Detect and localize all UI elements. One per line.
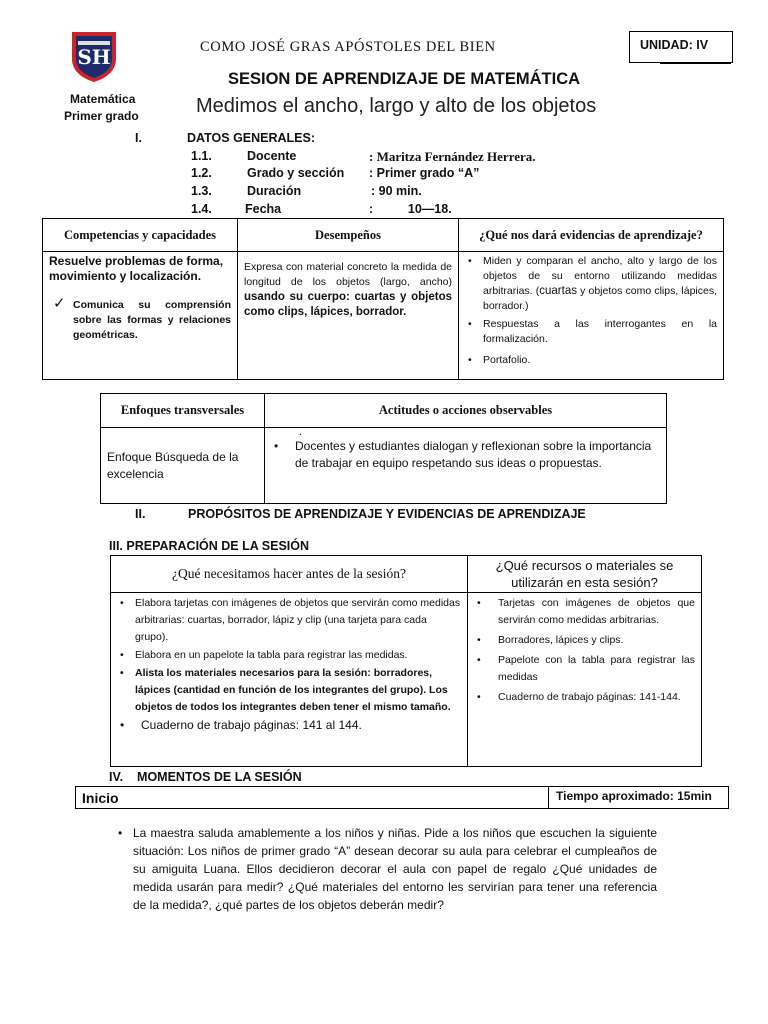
row-num: 1.3. bbox=[191, 184, 212, 198]
logo-letters: SH bbox=[77, 45, 111, 69]
section2-title: PROPÓSITOS DE APRENDIZAJE Y EVIDENCIAS DE APRENDIZAJE bbox=[188, 507, 586, 521]
list-item: • Tarjetas con imágenes de objetos que servirán como medidas arbitrarias. bbox=[474, 595, 695, 629]
topic-title: Medimos el ancho, largo y alto de los objetos bbox=[196, 95, 597, 117]
row-num: 1.4. bbox=[191, 202, 212, 216]
antes-cell bbox=[111, 593, 468, 767]
row-label-grado: Grado y sección bbox=[247, 166, 345, 180]
recursos-list bbox=[474, 595, 695, 706]
header-recursos: ¿Qué recursos o materiales se utilizarán en esta sesión? bbox=[468, 556, 702, 593]
session-title: SESION DE APRENDIZAJE DE MATEMÁTICA bbox=[228, 70, 581, 88]
header-antes: ¿Qué necesitamos hacer antes de la sesión? bbox=[111, 556, 468, 593]
body-paragraph: • La maestra saluda amablemente a los niños y niñas. Pide a los niños que escuchen la siguiente situación: Los niños de primer grado “A” desean decorar su aula para celebrar el cumpleaños de su amiguita Luana. Ellos decidieron decorar el aula con papel de regalo ¿Qué unidades de medida usarán para medir? ¿Qué materiales del entorno les servirían para tener una referencia de la medida?, ¿qué partes de los objetos deberán medir? bbox=[115, 824, 657, 914]
section2-num: II. bbox=[135, 507, 146, 521]
school-logo bbox=[68, 29, 120, 83]
row-label-fecha: Fecha bbox=[245, 202, 282, 216]
enfoques-table bbox=[100, 393, 667, 504]
row-label-duracion: Duración bbox=[247, 184, 302, 198]
body-list bbox=[115, 824, 657, 914]
unit-underline bbox=[660, 63, 731, 64]
check-icon: ✓ bbox=[53, 294, 66, 312]
section1-title: DATOS GENERALES: bbox=[187, 131, 316, 145]
actitud-cell bbox=[265, 428, 667, 504]
list-item: • Elabora en un papelote la tabla para registrar las medidas. bbox=[117, 647, 461, 664]
competencia-text: Resuelve problemas de forma, movimiento y localización. bbox=[49, 254, 224, 283]
row-value-docente: : Maritza Fernández Herrera. bbox=[369, 149, 536, 164]
desempeno-cell bbox=[238, 252, 459, 380]
header-enfoques: Enfoques transversales bbox=[101, 394, 265, 428]
list-item: • Papelote con la tabla para registrar las medidas bbox=[474, 652, 695, 686]
actitud-list bbox=[271, 438, 660, 472]
list-item: • Elabora tarjetas con imágenes de objetos que servirán como medidas arbitrarias: cuartas, borrador, lápiz y clip (una tarjeta para cada grupo). bbox=[117, 595, 461, 646]
inicio-bar bbox=[75, 786, 729, 809]
enfoque-text: Enfoque Búsqueda de la excelencia bbox=[107, 449, 239, 481]
list-item: • Docentes y estudiantes dialogan y reflexionan sobre la importancia de trabajar en equipo respetando sus ideas o propuestas. bbox=[271, 438, 660, 472]
recursos-cell bbox=[468, 593, 702, 767]
row-value-grado: : Primer grado “A” bbox=[369, 166, 480, 180]
row-label-docente: Docente bbox=[247, 149, 297, 163]
competencia-cell bbox=[43, 252, 238, 380]
header-competencias: Competencias y capacidades bbox=[43, 219, 238, 252]
list-item: • Borradores, lápices y clips. bbox=[474, 632, 695, 649]
section3-title: III. PREPARACIÓN DE LA SESIÓN bbox=[109, 539, 310, 553]
row-num: 1.1. bbox=[191, 149, 212, 163]
section4-title: IV. MOMENTOS DE LA SESIÓN bbox=[109, 770, 302, 784]
list-item: • Cuaderno de trabajo páginas: 141-144. bbox=[474, 689, 695, 706]
row-value-duracion: : 90 min. bbox=[371, 184, 422, 198]
school-name: COMO JOSÉ GRAS APÓSTOLES DEL BIEN bbox=[200, 39, 496, 55]
header-evidencias: ¿Qué nos dará evidencias de aprendizaje? bbox=[459, 219, 724, 252]
unit-box bbox=[629, 31, 733, 63]
unit-label: UNIDAD: IV bbox=[640, 38, 709, 52]
list-item: • Alista los materiales necesarios para la sesión: borradores, lápices (cantidad en función de los integrantes del grupo). Los objetos de todos los integrantes deben tener el mismo tamaño. bbox=[117, 665, 461, 716]
subject: Matemática bbox=[70, 92, 136, 106]
inicio-label: Inicio bbox=[82, 790, 119, 806]
row-value-fecha: : 10—18. bbox=[369, 202, 452, 216]
section1-num: I. bbox=[135, 131, 142, 145]
preparacion-table bbox=[110, 555, 702, 767]
evidencia-list bbox=[465, 254, 717, 368]
antes-list bbox=[117, 595, 461, 734]
header-actitudes: Actitudes o acciones observables bbox=[265, 394, 667, 428]
list-item: • Portafolio. bbox=[465, 353, 717, 368]
desempeno-text: Expresa con material concreto la medida de longitud de los objetos (largo, ancho) usando su cuerpo: cuartas y objetos como clips, lápices, borrador. bbox=[244, 261, 452, 318]
dot-mark: . bbox=[299, 427, 302, 438]
list-item: • Miden y comparan el ancho, alto y largo de los objetos de su entorno utilizando medidas arbitrarias. (cuartas y objetos como clips, lápices, borrador.) bbox=[465, 254, 717, 314]
evidencia-cell bbox=[459, 252, 724, 380]
list-item: • Respuestas a las interrogantes en la formalización. bbox=[465, 317, 717, 347]
header-desempenos: Desempeños bbox=[238, 219, 459, 252]
inicio-time: Tiempo aproximado: 15min bbox=[556, 789, 712, 803]
competencias-table bbox=[42, 218, 724, 380]
list-item: • Cuaderno de trabajo páginas: 141 al 144. bbox=[117, 717, 461, 734]
enfoque-cell bbox=[101, 428, 265, 504]
row-num: 1.2. bbox=[191, 166, 212, 180]
inicio-divider bbox=[548, 787, 549, 808]
grade: Primer grado bbox=[64, 109, 139, 123]
capacidad-text: Comunica su comprensión sobre las formas y relaciones geométricas. bbox=[73, 299, 231, 341]
